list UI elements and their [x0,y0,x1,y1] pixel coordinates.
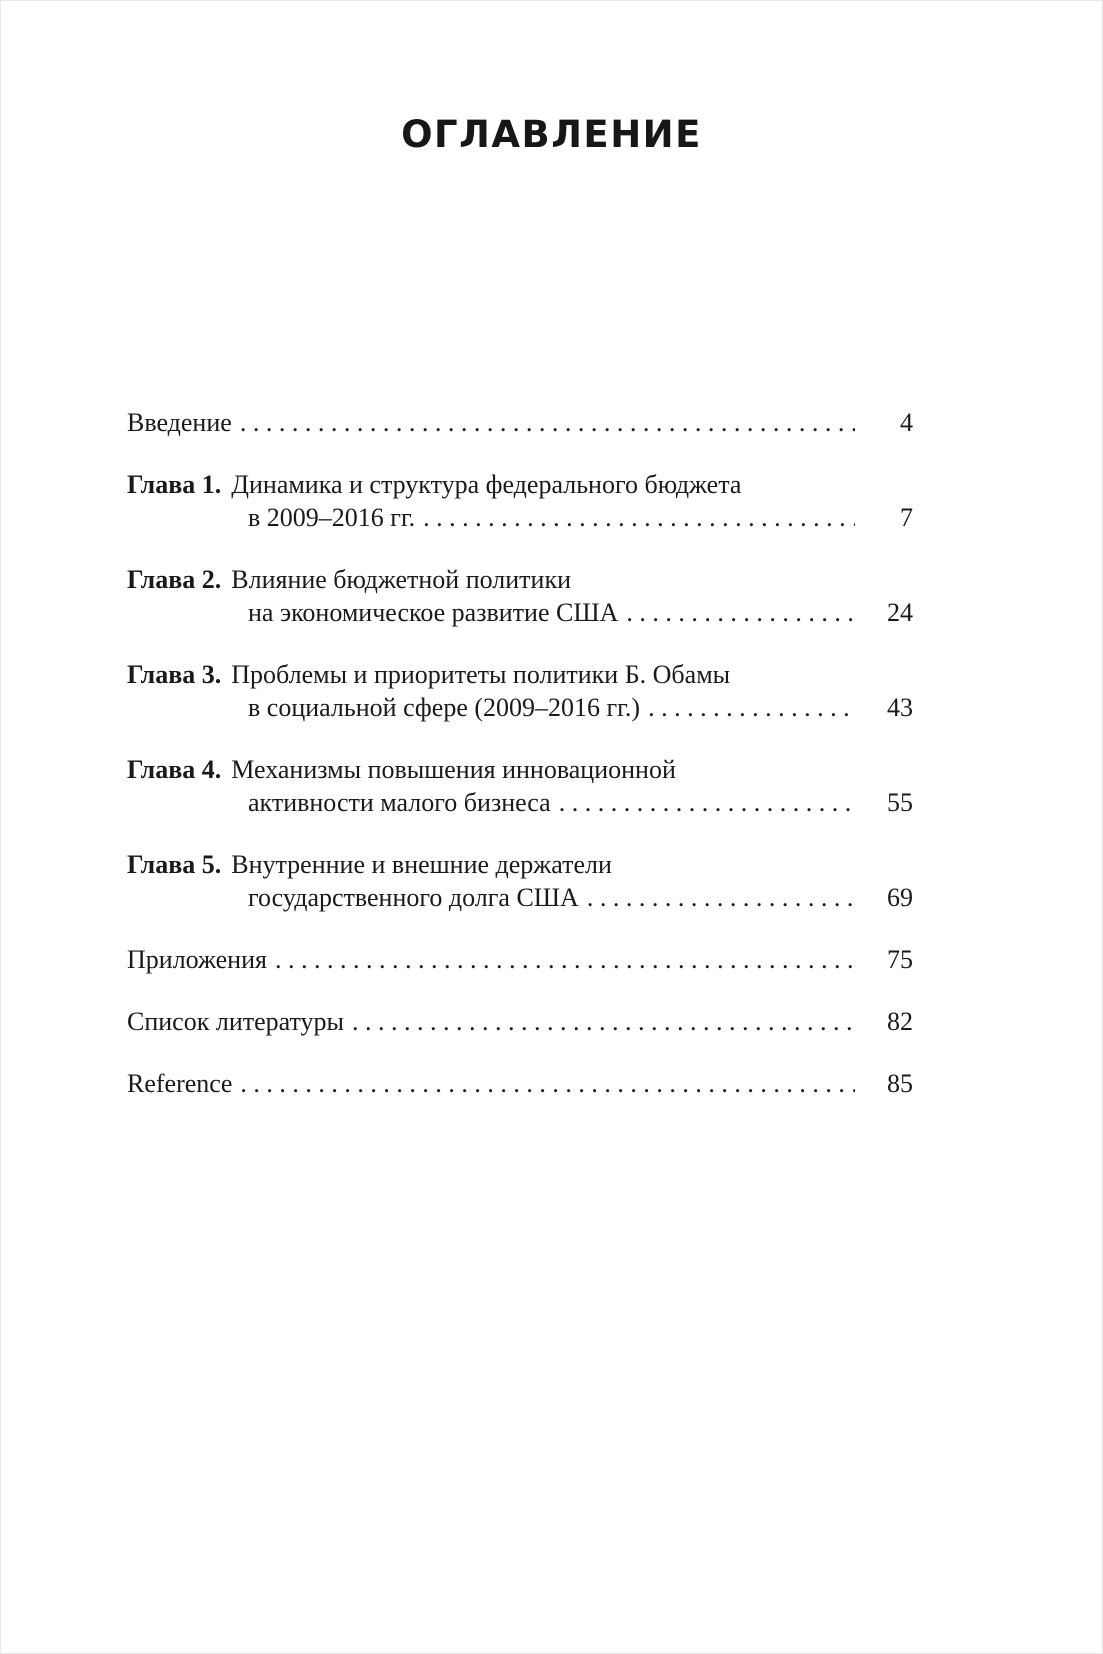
page-number: 43 [887,693,913,722]
page-number: 55 [887,788,913,817]
chapter-label: Глава 3. [127,660,222,689]
dot-leader [352,1005,855,1038]
toc-entry [127,848,913,914]
entry-title: Влияние бюджетной политики [231,565,572,594]
toc-entry [127,1067,913,1100]
table-of-contents [127,406,913,1100]
dot-leader [587,881,855,914]
page-number: 85 [887,1069,913,1098]
entry-title-continued: государственного долга США [248,883,579,912]
entry-title: Список литературы [127,1007,344,1036]
toc-entry [127,406,913,439]
chapter-label: Глава 1. [127,470,222,499]
entry-title-continued: на экономическое развитие США [248,598,619,627]
entry-title-continued: в социальной сфере (2009–2016 гг.) [248,693,641,722]
toc-entry [127,563,913,629]
entry-title: Внутренние и внешние держатели [231,850,612,879]
dot-leader [423,501,855,534]
page-title: ОГЛАВЛЕНИЕ [401,113,702,156]
entry-title-continued: активности малого бизнеса [248,788,551,817]
page-number: 75 [887,945,913,974]
page-number: 7 [900,503,913,532]
toc-entry [127,943,913,976]
toc-entry [127,1005,913,1038]
entry-title: Механизмы повышения инновационной [231,755,676,784]
toc-entry [127,753,913,819]
page-number: 4 [900,408,913,437]
page-number: 24 [887,598,913,627]
dot-leader [626,596,855,629]
page-number: 69 [887,883,913,912]
page-number: 82 [887,1007,913,1036]
dot-leader [240,406,855,439]
entry-title: Reference [127,1069,233,1098]
entry-title: Проблемы и приоритеты политики Б. Обамы [231,660,731,689]
dot-leader [559,786,855,819]
chapter-label: Глава 5. [127,850,222,879]
dot-leader [648,691,855,724]
toc-entry [127,658,913,724]
entry-title: Динамика и структура федерального бюджета [231,470,742,499]
entry-title-continued: в 2009–2016 гг. [248,503,416,532]
chapter-label: Глава 4. [127,755,222,784]
dot-leader [240,1067,855,1100]
entry-title: Приложения [127,945,267,974]
toc-entry [127,468,913,534]
entry-title: Введение [127,408,232,437]
chapter-label: Глава 2. [127,565,222,594]
dot-leader [275,943,855,976]
